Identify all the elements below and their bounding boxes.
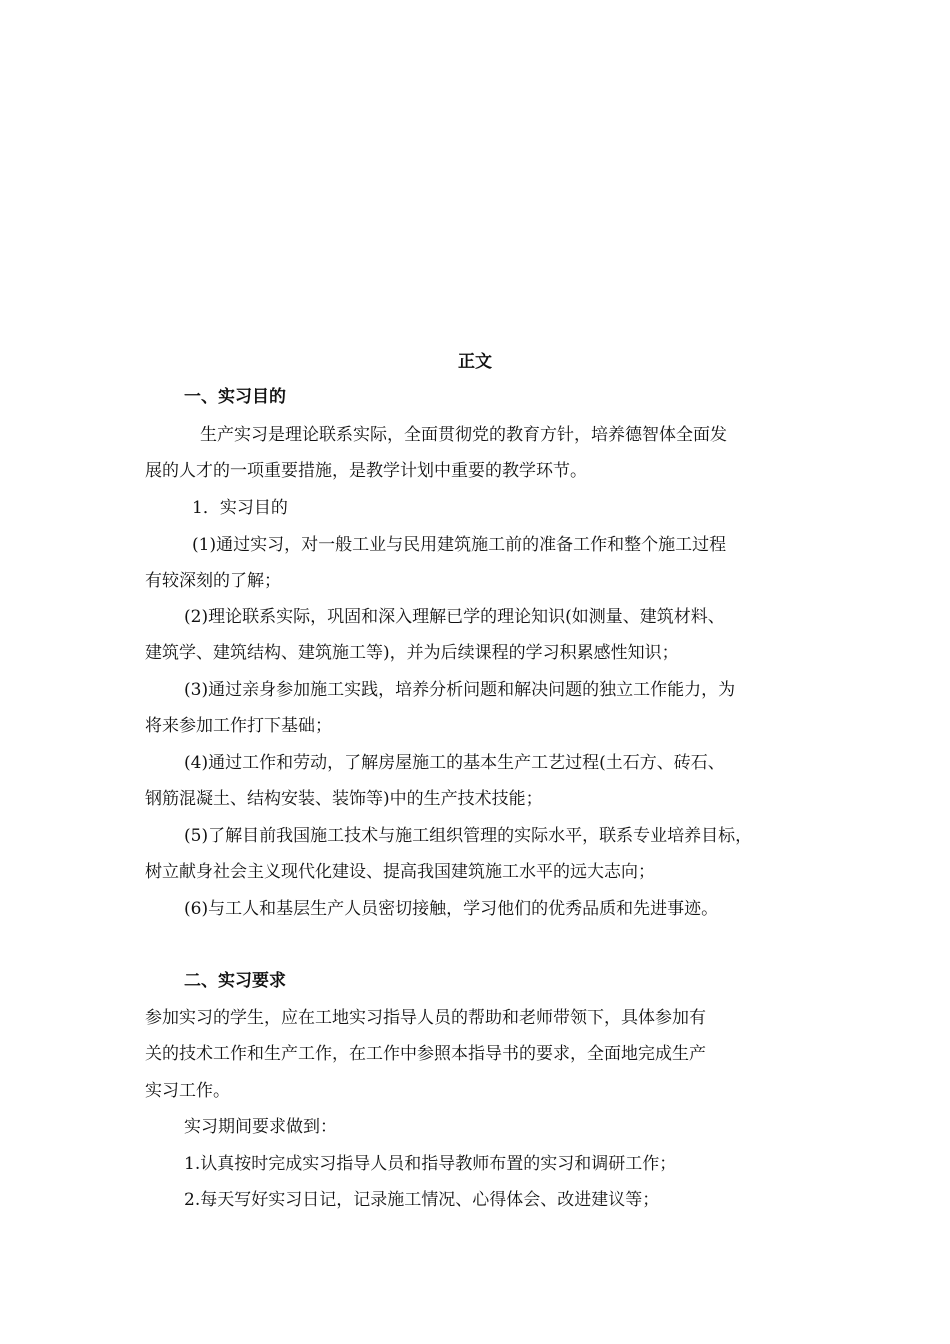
section2-para-line1: 参加实习的学生，应在工地实习指导人员的帮助和老师带领下，具体参加有 [145,1008,706,1028]
requirement-item-2: 2.每天写好实习日记，记录施工情况、心得体会、改进建议等； [184,1190,660,1210]
item4-line1: (4)通过工作和劳动，了解房屋施工的基本生产工艺过程(土石方、砖石、 [184,753,725,773]
requirement-item-1: 1.认真按时完成实习指导人员和指导教师布置的实习和调研工作； [184,1154,677,1174]
item2-line1: (2)理论联系实际，巩固和深入理解已学的理论知识(如测量、建筑材料、 [184,607,725,627]
section1-heading: 一、实习目的 [184,387,286,407]
item3-line1: (3)通过亲身参加施工实践，培养分析问题和解决问题的独立工作能力，为 [184,680,736,700]
item5-line2: 树立献身社会主义现代化建设、提高我国建筑施工水平的远大志向； [145,862,655,882]
requirements-intro: 实习期间要求做到： [184,1117,337,1137]
document-title: 正文 [458,352,492,372]
section1-subheading: 1．实习目的 [192,498,288,518]
item4-line2: 钢筋混凝土、结构安装、装饰等)中的生产技术技能； [145,789,543,809]
item3-line2: 将来参加工作打下基础； [145,716,332,736]
section1-intro-line2: 展的人才的一项重要措施，是教学计划中重要的教学环节。 [145,461,587,481]
section2-para-line3: 实习工作。 [145,1081,230,1101]
section1-intro-line1: 生产实习是理论联系实际，全面贯彻党的教育方针，培养德智体全面发 [200,425,727,445]
item1-line2: 有较深刻的了解； [145,571,281,591]
item5-line1: (5)了解目前我国施工技术与施工组织管理的实际水平，联系专业培养目标， [184,826,753,846]
section2-heading: 二、实习要求 [184,971,286,991]
item2-line2: 建筑学、建筑结构、建筑施工等)，并为后续课程的学习积累感性知识； [145,643,679,663]
item6-line1: (6)与工人和基层生产人员密切接触，学习他们的优秀品质和先进事迹。 [184,899,719,919]
section2-para-line2: 关的技术工作和生产工作，在工作中参照本指导书的要求，全面地完成生产 [145,1044,706,1064]
item1-line1: (1)通过实习，对一般工业与民用建筑施工前的准备工作和整个施工过程 [192,535,727,555]
